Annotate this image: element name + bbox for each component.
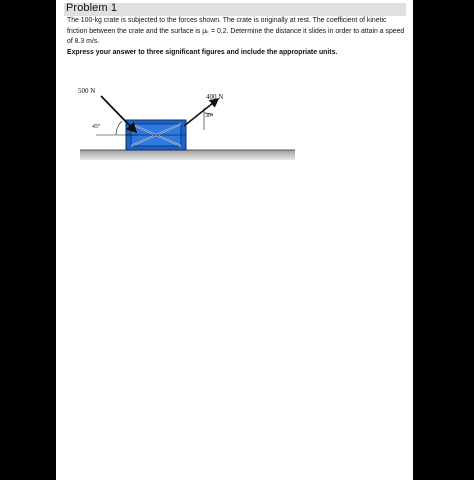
- document-page: [56, 0, 413, 480]
- force-500n-label: 500 N: [78, 87, 96, 95]
- force-400n-label: 400 N: [206, 93, 224, 101]
- angle-45-label: 45°: [92, 124, 101, 130]
- crate-force-figure: [56, 0, 413, 200]
- answer-instruction: Express your answer to three significant figures and include the appropriate units.: [67, 49, 338, 56]
- force-500n-arrow: [101, 96, 136, 132]
- problem-title: Problem 1: [66, 2, 118, 14]
- problem-statement: The 100-kg crate is subjected to the forces shown. The crate is originally at rest. The coefficient of kinetic friction between the crate and the surface is μₖ = 0.2. Determine the distance it slides in order to attain a speed of 8.3 m/s.: [67, 17, 405, 45]
- ground-surface: [80, 150, 295, 160]
- angle-45-arc: [116, 121, 122, 135]
- angle-30-label: 30°: [205, 113, 214, 119]
